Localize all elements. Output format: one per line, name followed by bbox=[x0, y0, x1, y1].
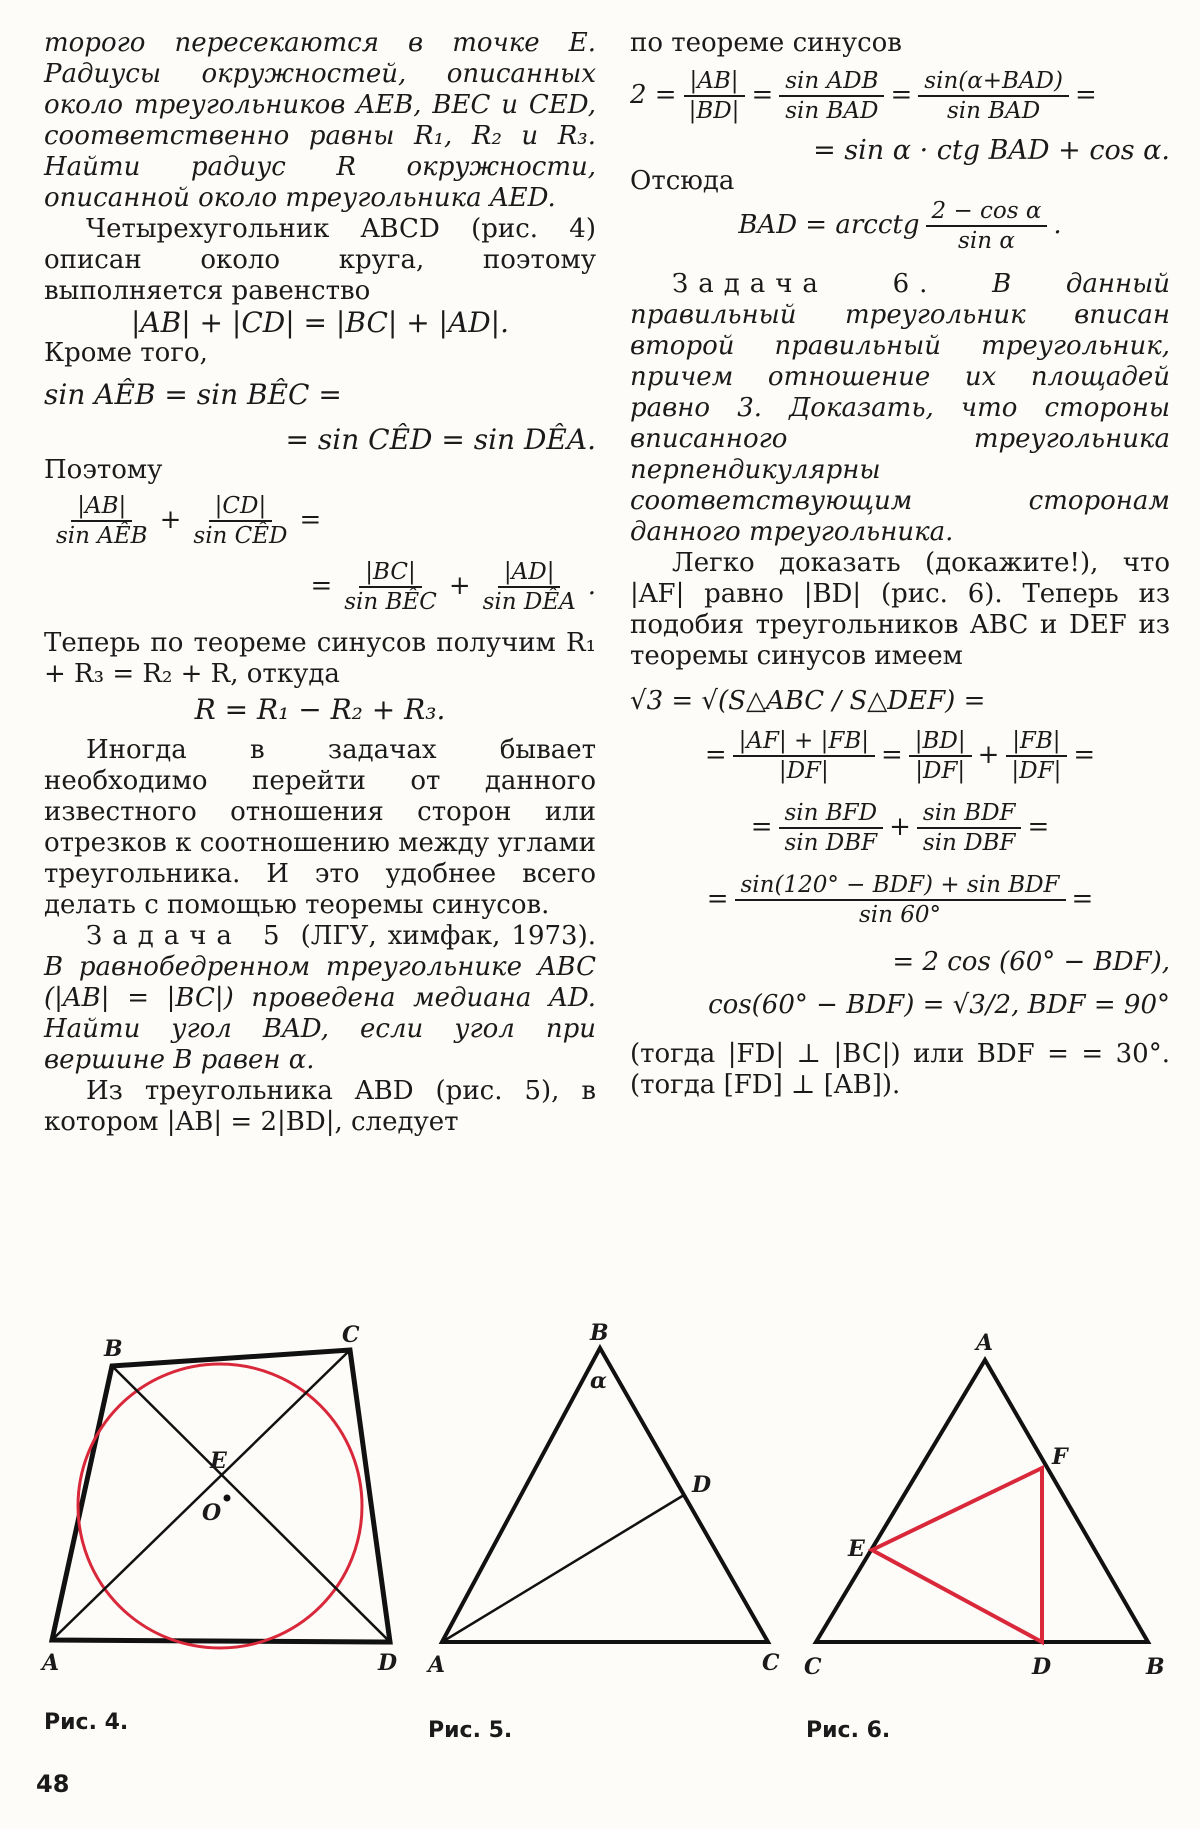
text-by-sine-theorem: по теореме синусов bbox=[630, 28, 902, 58]
label-d: D bbox=[378, 1650, 398, 1676]
equation-ratio-bottom: = $\frac{|BC|}{\text{sin BÊC}}$ + $\frac{|AD|}{\text{sin DÊA}}$ . bbox=[310, 559, 596, 615]
inscribed-triangle-def bbox=[872, 1468, 1042, 1642]
label-a: A bbox=[976, 1330, 994, 1356]
equation-sum-ratios: = $\frac{|AF| + |FB|}{|DF|}$ = $\frac{|BD|}{|DF|}$ + $\frac{|FB|}{|DF|}$ = bbox=[704, 728, 1096, 784]
paragraph-sometimes: Иногда в задачах бывает необходимо перейти от данного известного отношения сторон или отрезков к соотношению между углами треугольника. И это удобнее всего делать с помощью теоремы синусов. bbox=[44, 735, 596, 920]
fraction-sin-bdf: $\frac{\text{sin BDF}}{\text{sin DBF}}$ bbox=[917, 799, 1022, 857]
diagonal-bd bbox=[112, 1366, 390, 1642]
triangle-abc bbox=[816, 1360, 1148, 1642]
equation-sin-sum: = $\frac{\text{sin(120° − BDF) + sin BDF}}{\sin 60^\circ}$ = bbox=[706, 872, 1094, 928]
label-e: E bbox=[210, 1448, 227, 1474]
label-b: B bbox=[590, 1320, 609, 1346]
text-poetomu: Поэтому bbox=[44, 455, 163, 485]
label-f: F bbox=[1052, 1444, 1068, 1470]
fraction-sin-alpha-bad: $\frac{\text{sin(α+BAD)}}{\text{sin BAD}}$ bbox=[918, 67, 1069, 125]
figure-4 bbox=[30, 1320, 410, 1680]
paragraph-conclusion: (тогда |FD| ⊥ |BC|) или BDF = = 30°. (тогда [FD] ⊥ [AB]). bbox=[630, 1039, 1170, 1100]
equation-sin-ratios: = $\frac{\text{sin BFD}}{\text{sin DBF}}$ + $\frac{\text{sin BDF}}{\text{sin DBF}}$ = bbox=[750, 800, 1050, 856]
diagonal-ac bbox=[52, 1350, 350, 1640]
fraction-sin-adb: $\frac{\text{sin ADB}}{\text{sin BAD}}$ bbox=[779, 67, 884, 125]
fraction-fb-df: $\frac{|FB|}{|DF|}$ bbox=[1005, 727, 1067, 785]
label-b: B bbox=[1146, 1654, 1165, 1680]
equation-ratio-two: 2 = $\frac{|AB|}{|BD|}$ = $\frac{\text{sin ADB}}{\text{sin BAD}}$ = $\frac{\text{sin(α+BAD)}}{\text{sin BAD}}$ = bbox=[630, 68, 1097, 124]
label-d: D bbox=[1032, 1654, 1052, 1680]
problem-statement-cont: торого пересекаются в точке E. Радиусы окружностей, описанных около треугольников AEB, BEC и CED, соответственно равны R₁, R₂ и R₃. Найти радиус R окружности, описанной около треугольника AED. bbox=[44, 28, 596, 213]
fraction-ab-bd: $\frac{|AB|}{|BD|}$ bbox=[683, 67, 746, 125]
caption-fig4: Рис. 4. bbox=[44, 1710, 129, 1735]
equation-radius: R = R₁ − R₂ + R₃. bbox=[194, 693, 446, 726]
text-krome: Кроме того, bbox=[44, 338, 208, 368]
label-o: O bbox=[202, 1500, 222, 1526]
task5: Задача 5 (ЛГУ, химфак, 1973). В равнобедренном треугольнике ABC (|AB| = |BC|) проведена медиана AD. Найти угол BAD, если угол при вершине B равен α. bbox=[44, 921, 596, 1075]
equation-arcctg: BAD = arcctg $\frac{\text{2 − cos α}}{\text{sin α}}$ . bbox=[738, 198, 1062, 254]
paragraph-sine-theorem: Теперь по теореме синусов получим R₁ + R₃ = R₂ + R, откуда bbox=[44, 628, 596, 689]
equation-2cos: = 2 cos (60° − BDF), bbox=[892, 947, 1170, 977]
caption-fig5: Рис. 5. bbox=[428, 1718, 513, 1743]
equation-ctg: = sin α · ctg BAD + cos α. bbox=[813, 135, 1170, 166]
median-ad bbox=[442, 1495, 684, 1642]
center-point-o bbox=[224, 1495, 231, 1502]
left-column bbox=[44, 28, 596, 1138]
label-c: C bbox=[342, 1322, 360, 1348]
equation-ratio-top: $\frac{|AB|}{\text{sin AÊB}}$ + $\frac{|CD|}{\text{sin CÊD}}$ = bbox=[44, 492, 596, 550]
label-b: B bbox=[104, 1336, 123, 1362]
equation-cos-value: cos(60° − BDF) = √3/2, BDF = 90° bbox=[708, 990, 1170, 1020]
figure-6 bbox=[800, 1320, 1180, 1680]
fraction-af-fb: $\frac{|AF| + |FB|}{|DF|}$ bbox=[733, 727, 875, 785]
page-number: 48 bbox=[36, 1770, 70, 1798]
figure-5 bbox=[420, 1320, 800, 1680]
equation-sides: |AB| + |CD| = |BC| + |AD|. bbox=[130, 306, 509, 339]
fraction-ad: $\frac{|AD|}{\text{sin DÊA}}$ bbox=[482, 559, 576, 615]
text-otsyuda: Отсюда bbox=[630, 166, 735, 196]
label-c: C bbox=[762, 1650, 780, 1676]
right-column bbox=[630, 28, 1170, 1101]
fraction-cd: $\frac{|CD|}{\text{sin CÊD}}$ bbox=[193, 493, 288, 549]
paragraph-quadrilateral: Четырехугольник ABCD (рис. 4) описан около круга, поэтому выполняется равенство bbox=[44, 214, 596, 306]
label-d: D bbox=[692, 1472, 712, 1498]
label-e: E bbox=[848, 1536, 865, 1562]
equation-sines-b: = sin CÊD = sin DÊA. bbox=[285, 423, 596, 456]
quadrilateral-abcd bbox=[52, 1350, 390, 1642]
label-a: A bbox=[428, 1652, 446, 1678]
task6: Задача 6. В данный правильный треугольник вписан второй правильный треугольник, причем отношение их площадей равно 3. Доказать, что стороны вписанного треугольника перпендикулярны соответствующим сторонам данного треугольника. bbox=[630, 269, 1170, 547]
equation-sqrt3: √3 = √(S△ABC / S△DEF) = bbox=[630, 686, 986, 716]
label-a: A bbox=[42, 1650, 60, 1676]
label-alpha: α bbox=[590, 1368, 607, 1394]
fraction-sin-bfd: $\frac{\text{sin BFD}}{\text{sin DBF}}$ bbox=[779, 799, 884, 857]
label-c: C bbox=[804, 1654, 822, 1680]
paragraph-triangle-abd: Из треугольника ABD (рис. 5), в котором |AB| = 2|BD|, следует bbox=[44, 1076, 596, 1137]
fraction-bc: $\frac{|BC|}{\text{sin BÊC}}$ bbox=[344, 559, 437, 615]
equation-sines-a: sin AÊB = sin BÊC = bbox=[44, 378, 342, 411]
paragraph-easy-proof: Легко доказать (докажите!), что |AF| равно |BD| (рис. 6). Теперь из подобия треугольников ABC и DEF из теоремы синусов имеем bbox=[630, 548, 1170, 671]
fraction-bd-df: $\frac{|BD|}{|DF|}$ bbox=[909, 727, 972, 785]
fraction-arcctg: $\frac{\text{2 − cos α}}{\text{sin α}}$ bbox=[926, 197, 1048, 255]
fraction-sin-120: $\frac{\text{sin(120° − BDF) + sin BDF}}{\sin 60^\circ}$ bbox=[735, 871, 1066, 929]
fraction-ab: $\frac{|AB|}{\text{sin AÊB}}$ bbox=[56, 493, 148, 549]
caption-fig6: Рис. 6. bbox=[806, 1718, 891, 1743]
